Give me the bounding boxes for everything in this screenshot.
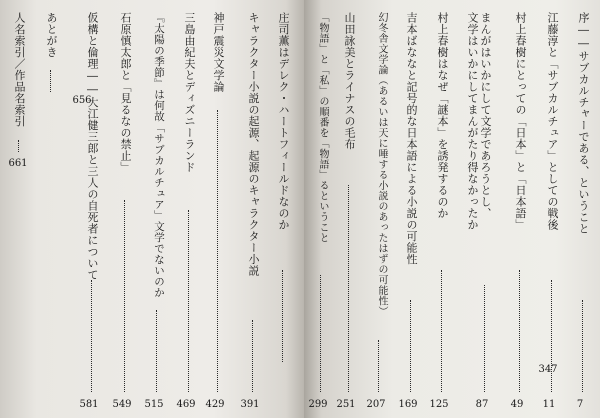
toc-entry [396,0,420,418]
toc-entry-title: 「物語」と「私」の順番を「物語」るということ [317,12,328,243]
toc-entry-page: 581 [79,399,99,410]
toc-entry-title: 神戸震災文学論 [212,12,225,93]
toc-entry-title: 村上春樹にとっての「日本」と「日本語」 [514,12,527,231]
toc-entry [203,0,227,418]
dot-leader [91,280,92,392]
toc-entry-page: 251 [336,399,356,410]
toc-entry-title: 人名索引／作品名索引 [13,12,26,127]
dot-leader [156,310,157,392]
toc-entry-title: 幻冬舎文学論（あるいは天に唾する小説のあったはずの可能性） [376,12,387,317]
dot-leader [124,200,125,392]
toc-entry-page: 125 [429,399,449,410]
toc-entry [427,0,451,418]
toc-entry-title: あとがき [45,12,58,58]
toc-entry-page: 49 [510,399,524,410]
toc-entry [537,0,561,418]
toc-entry-page: 347 [538,364,558,375]
toc-entry-page: 469 [176,399,196,410]
toc-entry-title: 序――サブカルチャーである、ということ [577,12,590,235]
toc-entry-title: 庄司薫はデレク・ハートフィールドなのか [277,12,290,231]
toc-entry-title: まんがはいかにして文学であろうとし、 [479,12,492,219]
toc-entry-page: 207 [366,399,386,410]
toc-entry-title: 村上春樹はなぜ「謎本」を誘発するのか [436,12,449,219]
toc-entry-page: 299 [308,399,328,410]
toc-entry [334,0,358,418]
dot-leader [18,140,19,152]
toc-entry-title: 吉本ばななと記号的な日本語による小説の可能性 [405,12,418,265]
toc-entry [568,0,592,418]
toc-entry-page: 7 [576,399,584,410]
toc-entry [306,0,330,418]
toc-entry [4,0,28,418]
toc-entry-page: 391 [240,399,260,410]
dot-leader [282,270,283,362]
toc-entry-page: 11 [542,399,556,410]
toc-entry [505,0,529,418]
dot-leader [519,270,520,392]
dot-leader [410,300,411,392]
toc-entry [174,0,198,418]
dot-leader [378,340,379,392]
toc-entry-page: 549 [112,399,132,410]
toc-entry [77,0,101,418]
dot-leader [582,300,583,392]
dot-leader [188,210,189,392]
toc-entry-title: キャラクター小説の起源、起源のキャラクター小説 [247,12,260,277]
toc-entry-title: 三島由紀夫とディズニーランド [183,12,196,173]
toc-entry [110,0,134,418]
dot-leader [320,275,321,392]
toc-entry-title: 仮構と倫理――大江健三郎と三人の自死者について [86,12,99,281]
toc-entry-title: 山田詠美とライナスの毛布 [343,12,356,150]
toc-entry-page: 661 [8,158,28,169]
toc-entry-page: 515 [144,399,164,410]
toc-entry-title: 『太陽の季節』は何故「サブカルチュア」文学でないのか [153,12,165,298]
toc-entry [466,0,494,418]
toc-entry-page: 429 [205,399,225,410]
dot-leader [217,110,218,392]
toc-entry [238,0,262,418]
dot-leader [50,70,51,92]
toc-entry-title-line2: 文学はいかにしてまんがたり得なかったか [466,12,479,231]
dot-leader [484,285,485,392]
dot-leader [441,270,442,392]
toc-entry-page: 87 [475,399,489,410]
toc-entry-title: 石原慎太郎と「見るなの禁止」 [119,12,132,173]
toc-entry-page: 656 [72,95,92,106]
dot-leader [252,320,253,392]
dot-leader [348,185,349,392]
toc-entry [364,0,388,418]
toc-entry [142,0,166,418]
toc-entry-title: 江藤淳と「サブカルチュア」としての戦後 [546,12,559,231]
toc-entry-page: 169 [398,399,418,410]
